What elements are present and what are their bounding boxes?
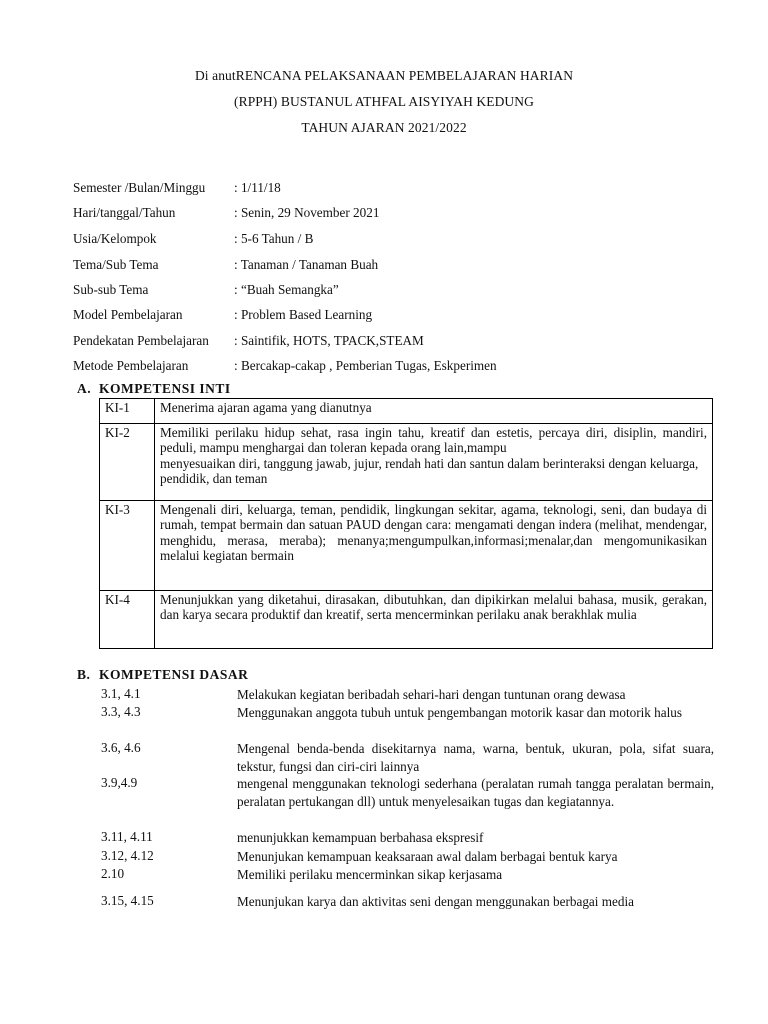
meta-label-approach: Pendekatan Pembelajaran: [73, 333, 209, 348]
kd-code: 3.15, 4.15: [101, 893, 154, 908]
kompetensi-inti-table: [99, 398, 713, 649]
meta-value-date: : Senin, 29 November 2021: [234, 205, 380, 220]
meta-label-semester: Semester /Bulan/Minggu: [73, 180, 206, 195]
document-title-line-3: TAHUN AJARAN 2021/2022: [301, 120, 467, 135]
section-a-title: KOMPETENSI INTI: [99, 381, 231, 396]
kd-description: Menunjukan kemampuan keaksaraan awal dalam berbagai bentuk karya: [237, 849, 618, 864]
table-row: [100, 501, 713, 591]
table-row: [100, 591, 713, 649]
section-a-heading: [77, 381, 231, 397]
section-b-heading: [77, 667, 248, 683]
ki-code: KI-1: [100, 399, 155, 424]
kd-description: Menunjukan karya dan aktivitas seni dengan menggunakan berbagai media: [237, 894, 634, 909]
kd-description: mengenal menggunakan teknologi sederhana (peralatan rumah tangga peralatan bermain, peralatan pertukangan dll) untuk menyelesaikan tugas dan kegiatannya.: [237, 776, 714, 809]
meta-value-age-group: : 5-6 Tahun / B: [234, 231, 314, 246]
kd-description: Memiliki perilaku mencerminkan sikap kerjasama: [237, 867, 503, 882]
kd-code: 2.10: [101, 866, 125, 881]
kd-description: Menggunakan anggota tubuh untuk pengembangan motorik kasar dan motorik halus: [237, 705, 682, 720]
ki-description: Mengenali diri, keluarga, teman, pendidik, lingkungan sekitar, agama, teknologi, seni, dan budaya di rumah, tempat bermain dan satuan PAUD dengan cara: mengamati dengan indera (melihat, mendengar, menghidu, merasa, meraba); menanya;mengumpulkan,informasi;menalar,dan mengomunikasikan melalui kegiatan bermain: [155, 501, 713, 591]
document-title-line-1: Di anutRENCANA PELAKSANAAN PEMBELAJARAN HARIAN: [194, 68, 574, 83]
meta-value-semester: : 1/11/18: [234, 180, 281, 195]
meta-value-learning-model: : Problem Based Learning: [234, 307, 373, 322]
kd-code: 3.9,4.9: [101, 775, 138, 790]
meta-label-theme: Tema/Sub Tema: [73, 257, 159, 272]
kd-code: 3.12, 4.12: [101, 848, 154, 863]
meta-label-age-group: Usia/Kelompok: [73, 231, 157, 246]
ki-description: Menerima ajaran agama yang dianutnya: [155, 399, 713, 424]
meta-label-method: Metode Pembelajaran: [73, 358, 189, 373]
ki-description: Menunjukkan yang diketahui, dirasakan, dibutuhkan, dan dipikirkan melalui bahasa, musik, gerakan, dan karya secara produktif dan kreatif, serta mencerminkan perilaku anak berakhlak mulia: [155, 591, 713, 649]
meta-label-learning-model: Model Pembelajaran: [73, 307, 183, 322]
ki-code: KI-4: [100, 591, 155, 649]
kd-description: Melakukan kegiatan beribadah sehari-hari dengan tuntunan orang dewasa: [237, 687, 626, 702]
section-b-title: KOMPETENSI DASAR: [99, 667, 249, 682]
section-b-letter: B.: [77, 667, 91, 682]
meta-value-sub-theme: : “Buah Semangka”: [234, 282, 339, 297]
kd-description: menunjukkan kemampuan berbahasa ekspresif: [237, 830, 484, 845]
table-row: [100, 424, 713, 501]
meta-value-approach: : Saintifik, HOTS, TPACK,STEAM: [234, 333, 424, 348]
section-a-letter: A.: [77, 381, 92, 396]
meta-label-date: Hari/tanggal/Tahun: [73, 205, 176, 220]
kd-code: 3.3, 4.3: [101, 704, 141, 719]
ki-description-cell: [155, 424, 713, 501]
kd-code: 3.6, 4.6: [101, 740, 141, 755]
ki-code: KI-2: [100, 424, 155, 501]
kd-code: 3.1, 4.1: [101, 686, 141, 701]
kd-description: Mengenal benda-benda disekitarnya nama, warna, bentuk, ukuran, pola, sifat suara, tekstur, fungsi dan ciri-ciri lainnya: [237, 741, 714, 774]
kd-code: 3.11, 4.11: [101, 829, 153, 844]
document-title-line-2: (RPPH) BUSTANUL ATHFAL AISYIYAH KEDUNG: [234, 94, 534, 109]
meta-value-theme: : Tanaman / Tanaman Buah: [234, 257, 379, 272]
meta-value-method: : Bercakap-cakap , Pemberian Tugas, Eskperimen: [234, 358, 497, 373]
table-row: [100, 399, 713, 424]
ki-code: KI-3: [100, 501, 155, 591]
ki-description: Memiliki perilaku hidup sehat, rasa ingin tahu, kreatif dan estetis, percaya diri, disiplin, mandiri, peduli, mampu menghargai dan toleran kepada orang lain,mampu: [160, 425, 707, 456]
meta-label-sub-theme: Sub-sub Tema: [73, 282, 149, 297]
ki-description-continued: menyesuaikan diri, tanggung jawab, jujur, rendah hati dan santun dalam berinteraksi dengan keluarga, pendidik, dan teman: [160, 455, 699, 486]
